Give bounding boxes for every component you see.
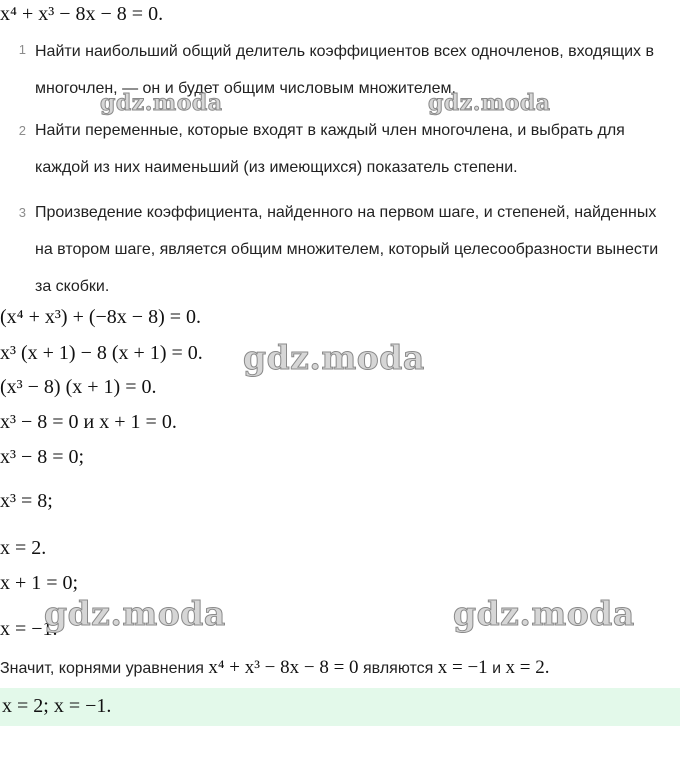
step-text: Найти наибольший общий делитель коэффициентов всех одночленов, входящих в многочлен, — он и будет общим числовым множителем. bbox=[35, 43, 654, 97]
solution-line-6: x³ = 8; bbox=[0, 490, 53, 512]
conclusion-middle: являются bbox=[363, 660, 434, 677]
conclusion-root-2: x = 2. bbox=[505, 657, 550, 678]
solution-line-3: (x³ − 8) (x + 1) = 0. bbox=[0, 376, 157, 398]
answer-text: x = 2; x = −1. bbox=[2, 695, 112, 717]
answer-box bbox=[0, 688, 680, 726]
step-number: 2 bbox=[18, 123, 26, 138]
step-text: Найти переменные, которые входят в каждый член многочлена, и выбрать для каждой из них наименьший (из имеющихся) показатель степени. bbox=[35, 122, 625, 176]
step-number: 1 bbox=[18, 42, 26, 57]
conclusion-root-1: x = −1 bbox=[437, 657, 488, 678]
watermark-logo: gdz.moda bbox=[243, 338, 425, 377]
watermark-logo: gdz.moda bbox=[100, 90, 223, 116]
watermark-logo: gdz.moda bbox=[428, 90, 551, 116]
equation-top bbox=[0, 3, 163, 26]
solution-line-9: x = −1. bbox=[0, 618, 58, 640]
solution-line-5: x³ − 8 = 0; bbox=[0, 446, 85, 468]
solution-line-8: x + 1 = 0; bbox=[0, 572, 79, 594]
solution-line-7: x = 2. bbox=[0, 537, 47, 559]
step-2 bbox=[0, 112, 680, 184]
conclusion-prefix: Значит, корнями уравнения bbox=[0, 660, 204, 677]
conclusion bbox=[0, 657, 549, 679]
equation-top-text: x⁴ + x³ − 8x − 8 = 0. bbox=[0, 3, 164, 25]
watermark-logo: gdz.moda bbox=[453, 594, 635, 633]
watermark-logo: gdz.moda bbox=[44, 594, 226, 633]
conclusion-and: и bbox=[492, 660, 502, 677]
solution-line-1: (x⁴ + x³) + (−8x − 8) = 0. bbox=[0, 306, 202, 328]
step-3 bbox=[0, 194, 680, 304]
step-text: Произведение коэффициента, найденного на первом шаге, и степеней, найденных на втором шаге, является общим множителем, который целесообразности вынести за скобки. bbox=[35, 204, 659, 295]
conclusion-equation: x⁴ + x³ − 8x − 8 = 0 bbox=[208, 657, 359, 678]
solution-line-4: x³ − 8 = 0 и x + 1 = 0. bbox=[0, 411, 177, 433]
solution-line-2: x³ (x + 1) − 8 (x + 1) = 0. bbox=[0, 342, 203, 364]
step-number: 3 bbox=[18, 205, 26, 220]
